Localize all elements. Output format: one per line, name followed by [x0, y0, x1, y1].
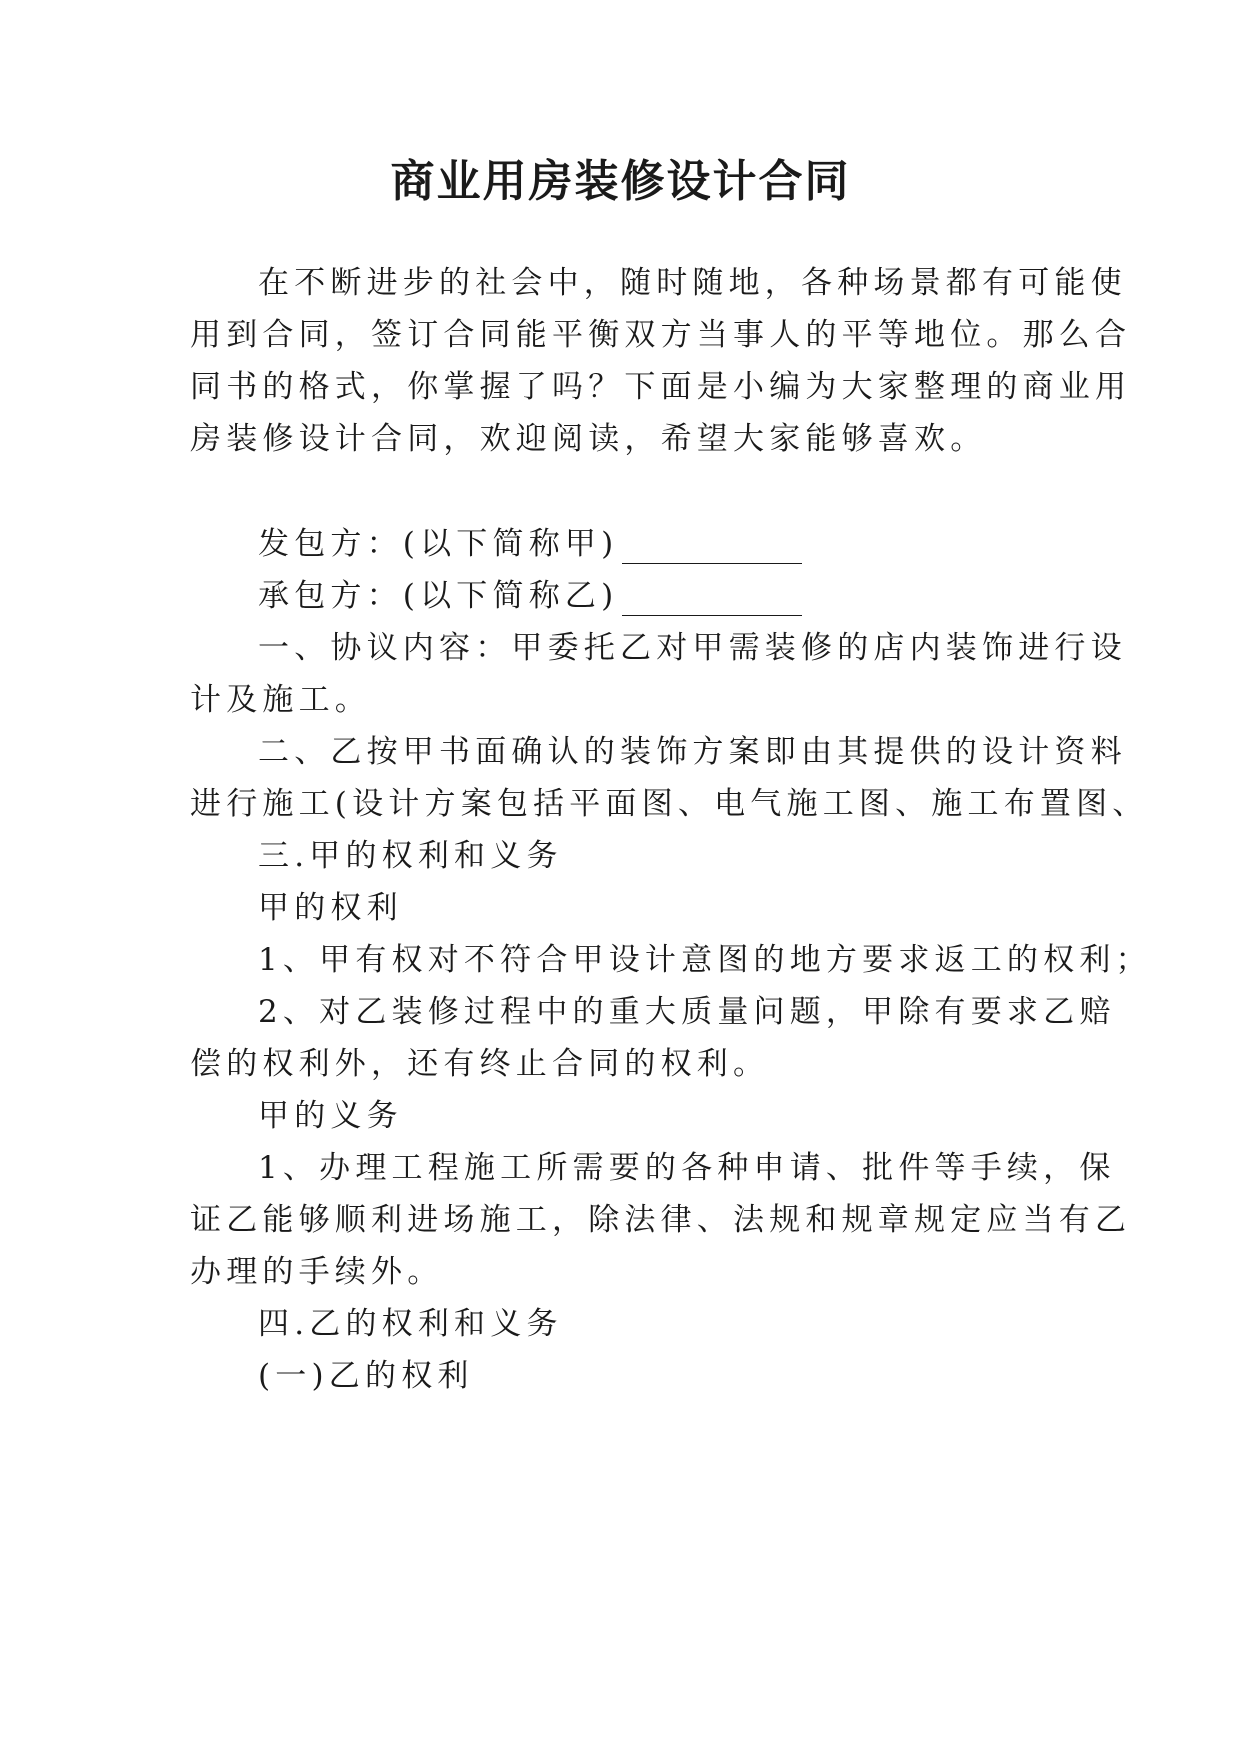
- party-a-blank: [622, 533, 802, 564]
- a-rights-heading: 甲的权利: [258, 890, 403, 926]
- a-duty-1-line-2: 证乙能够顺利进场施工，除法律、法规和规章规定应当有乙: [190, 1202, 1132, 1238]
- clause-1-line-2: 计及施工。: [190, 682, 371, 718]
- a-duty-1-line-1: 1、办理工程施工所需要的各种申请、批件等手续，保: [258, 1150, 1116, 1186]
- intro-line-1: 在不断进步的社会中，随时随地，各种场景都有可能使: [258, 265, 1127, 301]
- intro-line-2: 用到合同，签订合同能平衡双方当事人的平等地位。那么合: [190, 317, 1132, 353]
- party-a-label: 发包方：(以下简称甲): [258, 526, 619, 562]
- clause-4-heading: 四.乙的权利和义务: [258, 1306, 563, 1342]
- clause-3-heading: 三.甲的权利和义务: [258, 838, 563, 874]
- party-b-label: 承包方：(以下简称乙): [258, 578, 619, 614]
- party-a-line: [258, 524, 802, 564]
- b-rights-heading: (一)乙的权利: [258, 1358, 474, 1394]
- party-b-blank: [622, 585, 802, 616]
- party-b-line: [258, 576, 802, 616]
- clause-1-line-1: 一、协议内容：甲委托乙对甲需装修的店内装饰进行设: [258, 630, 1127, 666]
- a-right-1: 1、甲有权对不符合甲设计意图的地方要求返工的权利；: [258, 942, 1152, 978]
- a-right-2-line-2: 偿的权利外，还有终止合同的权利。: [190, 1046, 770, 1082]
- a-duty-1-line-3: 办理的手续外。: [190, 1254, 444, 1290]
- intro-line-3: 同书的格式，你掌握了吗？下面是小编为大家整理的商业用: [190, 369, 1132, 405]
- a-duties-heading: 甲的义务: [258, 1098, 403, 1134]
- intro-line-4: 房装修设计合同，欢迎阅读，希望大家能够喜欢。: [190, 421, 987, 457]
- clause-2-line-1: 二、乙按甲书面确认的装饰方案即由其提供的设计资料: [258, 734, 1127, 770]
- clause-2-line-2: 进行施工(设计方案包括平面图、电气施工图、施工布置图、: [190, 786, 1149, 822]
- a-right-2-line-1: 2、对乙装修过程中的重大质量问题，甲除有要求乙赔: [258, 994, 1116, 1030]
- document-title: 商业用房装修设计合同: [390, 156, 851, 207]
